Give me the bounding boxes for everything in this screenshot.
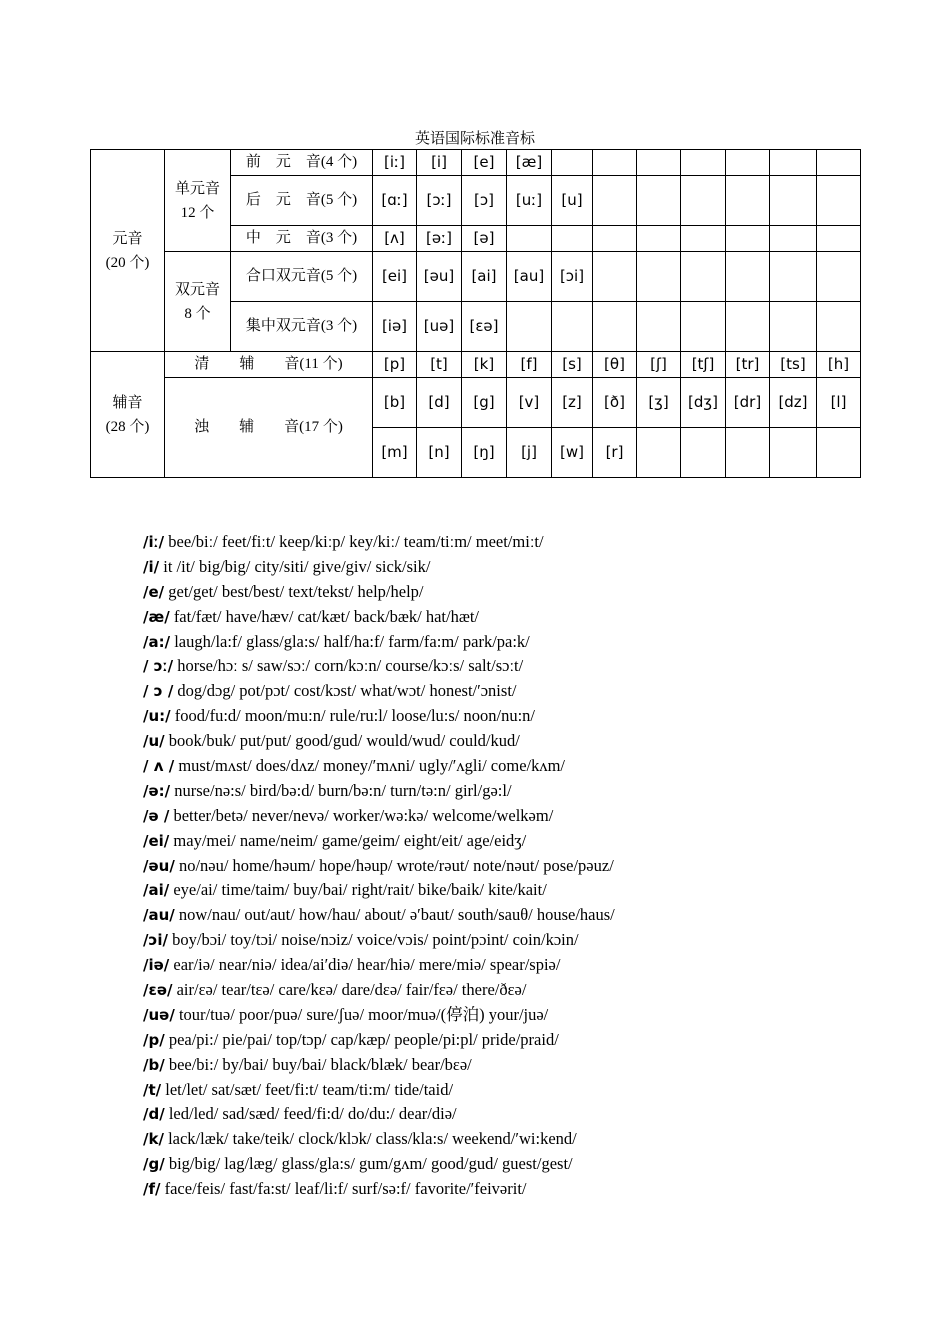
- list-item: [143, 580, 863, 605]
- middle-vowel-label: 中 元 音(3 个): [231, 226, 373, 252]
- list-item: [143, 854, 863, 879]
- vowel-category: [91, 150, 165, 352]
- symbol-cell: [552, 302, 593, 352]
- monophthong-label: 单元音: [174, 180, 220, 197]
- symbol-cell: [ʃ]: [637, 352, 681, 378]
- symbol-cell: [726, 150, 770, 176]
- symbol-cell: [ŋ]: [462, 428, 507, 478]
- symbol-cell: [681, 226, 726, 252]
- symbol-cell: [əu]: [417, 252, 462, 302]
- symbol-cell: [ɛə]: [462, 302, 507, 352]
- symbol-cell: [m]: [373, 428, 417, 478]
- example-words: let/let/ sat/sæt/ feet/fi:t/ team/ti:m/ tide/taid/: [161, 1079, 454, 1099]
- symbol-cell: [593, 252, 637, 302]
- phoneme-key: /ai/: [143, 881, 170, 900]
- symbol-cell: [z]: [552, 378, 593, 428]
- symbol-cell: [g]: [462, 378, 507, 428]
- example-words: nurse/nə:s/ bird/bə:d/ burn/bə:n/ turn/tə:n/ girl/gə:l/: [170, 780, 512, 800]
- symbol-cell: [726, 176, 770, 226]
- symbol-cell: [817, 428, 861, 478]
- symbol-cell: [770, 252, 817, 302]
- symbol-cell: [593, 150, 637, 176]
- symbol-cell: [s]: [552, 352, 593, 378]
- symbol-cell: [ə]: [462, 226, 507, 252]
- symbol-cell: [507, 302, 552, 352]
- phoneme-key: /i/: [143, 557, 160, 576]
- list-item: [143, 779, 863, 804]
- symbol-cell: [j]: [507, 428, 552, 478]
- symbol-cell: [ɔ]: [462, 176, 507, 226]
- phoneme-key: / ɔː/: [143, 657, 174, 676]
- example-word-list: [143, 530, 863, 1202]
- vowel-label: 元音: [112, 230, 143, 247]
- symbol-cell: [817, 302, 861, 352]
- symbol-cell: [770, 428, 817, 478]
- vowel-count: (20 个): [105, 254, 150, 271]
- list-item: [143, 978, 863, 1003]
- diphthong-category: [165, 252, 231, 352]
- symbol-cell: [u]: [552, 176, 593, 226]
- symbol-cell: [593, 176, 637, 226]
- list-item: [143, 679, 863, 704]
- phoneme-key: /u:/: [143, 707, 171, 726]
- symbol-cell: [ei]: [373, 252, 417, 302]
- front-vowel-label: 前 元 音(4 个): [231, 150, 373, 176]
- example-words: horse/hɔː s/ saw/sɔː/ corn/kɔːn/ course/kɔːs/ salt/sɔːt/: [173, 656, 524, 676]
- symbol-cell: [770, 226, 817, 252]
- list-item: [143, 1152, 863, 1177]
- symbol-cell: [ɔː]: [417, 176, 462, 226]
- symbol-cell: [726, 252, 770, 302]
- symbol-cell: [e]: [462, 150, 507, 176]
- list-item: [143, 953, 863, 978]
- phoneme-key: /k/: [143, 1130, 164, 1149]
- symbol-cell: [dr]: [726, 378, 770, 428]
- example-words: no/nəu/ home/həum/ hope/həup/ wrote/rəut/ note/nəut/ pose/pəuz/: [174, 855, 614, 875]
- symbol-cell: [726, 302, 770, 352]
- phoneme-key: / ʌ /: [143, 757, 175, 776]
- symbol-cell: [əː]: [417, 226, 462, 252]
- symbol-cell: [770, 176, 817, 226]
- symbol-cell: [b]: [373, 378, 417, 428]
- example-words: it /it/ big/big/ city/siti/ give/giv/ sick/sik/: [159, 556, 431, 576]
- phoneme-key: /ei/: [143, 831, 170, 850]
- phoneme-key: /ə /: [143, 806, 170, 825]
- symbol-cell: [726, 226, 770, 252]
- row-voiced-consonants-1: [91, 378, 861, 428]
- example-words: bee/bi:/ by/bai/ buy/bai/ black/blæk/ bear/bɛə/: [164, 1054, 472, 1074]
- phoneme-key: /iː/: [143, 533, 165, 551]
- symbol-cell: [637, 428, 681, 478]
- symbol-cell: [n]: [417, 428, 462, 478]
- example-words: book/buk/ put/put/ good/gud/ would/wud/ could/kud/: [164, 731, 520, 751]
- symbol-cell: [r]: [593, 428, 637, 478]
- phoneme-key: /au/: [143, 906, 175, 925]
- example-words: boy/bɔi/ toy/tɔi/ noise/nɔiz/ voice/vɔis/ point/pɔint/ coin/kɔin/: [168, 930, 579, 950]
- monophthong-count: 12 个: [180, 204, 215, 221]
- list-item: [143, 530, 863, 555]
- monophthong-category: [165, 150, 231, 252]
- symbol-cell: [770, 302, 817, 352]
- list-item: [143, 804, 863, 829]
- phoneme-key: /əu/: [143, 856, 175, 875]
- symbol-cell: [h]: [817, 352, 861, 378]
- example-words: dog/dɔg/ pot/pɔt/ cost/kɔst/ what/wɔt/ honest/′ɔnist/: [173, 681, 517, 701]
- example-words: big/big/ lag/læg/ glass/gla:s/ gum/gʌm/ good/gud/ guest/gest/: [164, 1154, 573, 1174]
- phoneme-key: /f/: [143, 1180, 161, 1199]
- example-words: lack/læk/ take/teik/ clock/klɔk/ class/kla:s/ weekend/′wi:kend/: [163, 1129, 577, 1149]
- symbol-cell: [817, 150, 861, 176]
- centering-diphthong-label: 集中双元音(3 个): [231, 302, 373, 352]
- symbol-cell: [681, 150, 726, 176]
- symbol-cell: [t]: [417, 352, 462, 378]
- example-words: fat/fæt/ have/hæv/ cat/kæt/ back/bæk/ hat/hæt/: [169, 606, 480, 626]
- symbol-cell: [uə]: [417, 302, 462, 352]
- symbol-cell: [726, 428, 770, 478]
- list-item: [143, 704, 863, 729]
- phoneme-key: /iə/: [143, 956, 170, 975]
- list-item: [143, 878, 863, 903]
- list-item: [143, 630, 863, 655]
- voiced-consonant-label: 浊 辅 音(17 个): [165, 378, 373, 478]
- diphthong-label: 双元音: [174, 281, 220, 298]
- symbol-cell: [770, 150, 817, 176]
- consonant-count: (28 个): [105, 418, 150, 435]
- symbol-cell: [dz]: [770, 378, 817, 428]
- symbol-cell: [507, 226, 552, 252]
- list-item: [143, 754, 863, 779]
- example-words: ear/iə/ near/niə/ idea/ai′diə/ hear/hiə/ mere/miə/ spear/spiə/: [169, 955, 561, 975]
- symbol-cell: [v]: [507, 378, 552, 428]
- example-words: better/betə/ never/nevə/ worker/wə:kə/ welcome/welkəm/: [169, 805, 554, 825]
- symbol-cell: [iə]: [373, 302, 417, 352]
- list-item: [143, 829, 863, 854]
- phoneme-key: / ɔ /: [143, 682, 174, 701]
- example-words: air/ɛə/ tear/tɛə/ care/kɛə/ dare/dɛə/ fair/fɛə/ there/ðɛə/: [172, 980, 527, 1000]
- symbol-cell: [k]: [462, 352, 507, 378]
- list-item: [143, 605, 863, 630]
- list-item: [143, 1177, 863, 1202]
- list-item: [143, 555, 863, 580]
- example-words: pea/pi:/ pie/pai/ top/tɔp/ cap/kæp/ people/pi:pl/ pride/praid/: [164, 1029, 559, 1049]
- phoneme-key: /e/: [143, 582, 165, 601]
- diphthong-count: 8 个: [184, 305, 211, 322]
- phoneme-key: /æ/: [143, 607, 170, 626]
- symbol-cell: [593, 302, 637, 352]
- symbol-cell: [i]: [417, 150, 462, 176]
- symbol-cell: [552, 150, 593, 176]
- symbol-cell: [θ]: [593, 352, 637, 378]
- list-item: [143, 1127, 863, 1152]
- voiceless-consonant-label: 清 辅 音(11 个): [165, 352, 373, 378]
- symbol-cell: [f]: [507, 352, 552, 378]
- symbol-cell: [tr]: [726, 352, 770, 378]
- symbol-cell: [681, 176, 726, 226]
- symbol-cell: [d]: [417, 378, 462, 428]
- symbol-cell: [w]: [552, 428, 593, 478]
- symbol-cell: [uː]: [507, 176, 552, 226]
- list-item: [143, 1003, 863, 1028]
- symbol-cell: [681, 428, 726, 478]
- back-vowel-label: 后 元 音(5 个): [231, 176, 373, 226]
- symbol-cell: [817, 252, 861, 302]
- consonant-label: 辅音: [112, 394, 143, 411]
- symbol-cell: [ai]: [462, 252, 507, 302]
- symbol-cell: [tʃ]: [681, 352, 726, 378]
- list-item: [143, 1028, 863, 1053]
- consonant-category: [91, 352, 165, 478]
- symbol-cell: [817, 176, 861, 226]
- symbol-cell: [681, 302, 726, 352]
- phoneme-key: /b/: [143, 1055, 165, 1074]
- row-voiceless-consonants: [91, 352, 861, 378]
- example-words: bee/biː/ feet/fiːt/ keep/kiːp/ key/kiː/ team/tiːm/ meet/miːt/: [164, 532, 544, 551]
- symbol-cell: [ʌ]: [373, 226, 417, 252]
- symbol-cell: [817, 226, 861, 252]
- phoneme-key: /d/: [143, 1105, 165, 1124]
- example-words: get/get/ best/best/ text/tekst/ help/help/: [164, 581, 424, 601]
- phoneme-key: /p/: [143, 1030, 165, 1049]
- phoneme-key: /ɛə/: [143, 981, 173, 1000]
- phoneme-key: /uə/: [143, 1005, 175, 1024]
- list-item: [143, 1053, 863, 1078]
- phoneme-key: /ɔi/: [143, 931, 168, 950]
- phoneme-key: /t/: [143, 1080, 162, 1099]
- symbol-cell: [637, 150, 681, 176]
- symbol-cell: [ɔi]: [552, 252, 593, 302]
- symbol-cell: [552, 226, 593, 252]
- example-words: now/nau/ out/aut/ how/hau/ about/ ə′baut/ south/sauθ/ house/haus/: [174, 905, 615, 925]
- list-item: [143, 1102, 863, 1127]
- example-words: must/mʌst/ does/dʌz/ money/′mʌni/ ugly/′ʌgli/ come/kʌm/: [174, 756, 566, 776]
- list-item: [143, 928, 863, 953]
- symbol-cell: [637, 176, 681, 226]
- symbol-cell: [ts]: [770, 352, 817, 378]
- symbol-cell: [dʒ]: [681, 378, 726, 428]
- list-item: [143, 1078, 863, 1103]
- symbol-cell: [593, 226, 637, 252]
- phoneme-key: /ə:/: [143, 781, 171, 800]
- phoneme-key: /g/: [143, 1155, 165, 1174]
- phonetic-table: [90, 149, 861, 478]
- list-item: [143, 903, 863, 928]
- symbol-cell: [p]: [373, 352, 417, 378]
- symbol-cell: [æ]: [507, 150, 552, 176]
- symbol-cell: [637, 302, 681, 352]
- example-words: tour/tuə/ poor/puə/ sure/ʃuə/ moor/muə/(停泊) your/juə/: [174, 1004, 549, 1024]
- symbol-cell: [637, 226, 681, 252]
- symbol-cell: [681, 252, 726, 302]
- row-closing-diphthongs: [91, 252, 861, 302]
- example-words: may/mei/ name/neim/ game/geim/ eight/eit/ age/eidʒ/: [169, 830, 527, 850]
- symbol-cell: [l]: [817, 378, 861, 428]
- symbol-cell: [au]: [507, 252, 552, 302]
- example-words: led/led/ sad/sæd/ feed/fi:d/ do/du:/ dear/diə/: [164, 1104, 457, 1124]
- symbol-cell: [637, 252, 681, 302]
- row-front-vowels: [91, 150, 861, 176]
- list-item: [143, 729, 863, 754]
- example-words: face/feis/ fast/fa:st/ leaf/li:f/ surf/sə:f/ favorite/′feivərit/: [160, 1179, 527, 1199]
- phoneme-key: /u/: [143, 732, 165, 751]
- closing-diphthong-label: 合口双元音(5 个): [231, 252, 373, 302]
- example-words: laugh/la:f/ glass/gla:s/ half/ha:f/ farm/fa:m/ park/pa:k/: [170, 631, 530, 651]
- symbol-cell: [ʒ]: [637, 378, 681, 428]
- symbol-cell: [ð]: [593, 378, 637, 428]
- symbol-cell: [ɑː]: [373, 176, 417, 226]
- symbol-cell: [iː]: [373, 150, 417, 176]
- list-item: [143, 654, 863, 679]
- example-words: eye/ai/ time/taim/ buy/bai/ right/rait/ bike/baik/ kite/kait/: [169, 880, 547, 900]
- document-title: 英语国际标准音标: [414, 131, 535, 147]
- phoneme-key: /a:/: [143, 632, 171, 651]
- example-words: food/fu:d/ moon/mu:n/ rule/ru:l/ loose/lu:s/ noon/nu:n/: [170, 706, 536, 726]
